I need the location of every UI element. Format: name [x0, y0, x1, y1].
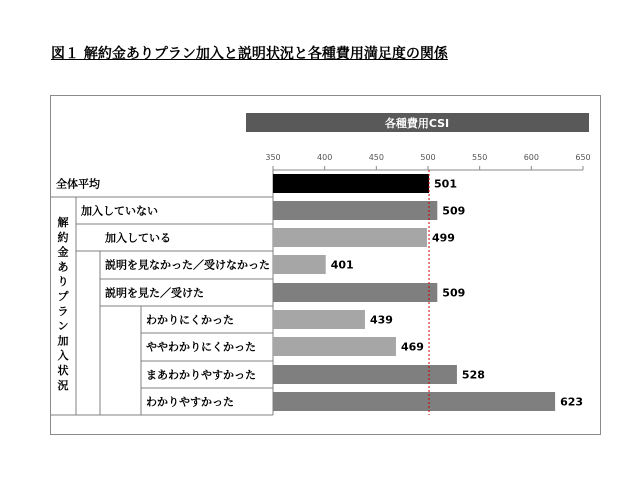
bar-value-label: 439	[369, 313, 393, 327]
bar	[273, 228, 427, 247]
group-label-char: プ	[57, 290, 69, 303]
category-label: 加入している	[105, 231, 171, 245]
chart-header-label: 各種費用CSI	[384, 117, 450, 130]
figure-title: 図１ 解約金ありプラン加入と説明状況と各種費用満足度の関係	[51, 46, 448, 62]
bar-value-label: 499	[431, 231, 455, 245]
group-label-char: 解	[57, 216, 69, 229]
x-tick-label: 400	[317, 153, 333, 162]
group-label-char: 入	[57, 349, 69, 363]
bar-value-label: 469	[400, 340, 424, 354]
group-label-char: ラ	[57, 304, 69, 318]
x-tick-label: 450	[368, 153, 384, 162]
category-label: 説明を見なかった／受けなかった	[105, 258, 270, 272]
group-label-vertical	[58, 215, 70, 392]
category-label: わかりにくかった	[146, 313, 234, 327]
bar	[273, 310, 365, 329]
bar	[273, 283, 437, 302]
bar	[273, 337, 396, 356]
group-label-char: あ	[57, 260, 69, 274]
bar	[273, 255, 326, 274]
category-label: 加入していない	[81, 204, 158, 218]
bar-value-label: 509	[442, 286, 466, 300]
x-tick-label: 650	[575, 153, 591, 162]
category-label: 全体平均	[56, 177, 100, 191]
x-tick-label: 500	[420, 153, 436, 162]
bar-value-label: 401	[330, 258, 354, 272]
bar-value-label: 501	[434, 177, 458, 191]
group-label-char: 加	[57, 334, 69, 348]
bar-value-label: 528	[461, 368, 485, 382]
group-label-char: 約	[57, 230, 69, 244]
category-label: わかりやすかった	[146, 395, 234, 409]
group-label-char: 況	[57, 378, 69, 392]
category-label: ややわかりにくかった	[146, 340, 256, 354]
bar	[273, 392, 555, 411]
category-label: まあわかりやすかった	[146, 368, 256, 382]
bar-value-label: 623	[560, 395, 584, 409]
category-label: 説明を見た／受けた	[105, 286, 204, 300]
group-label-char: 状	[57, 364, 69, 377]
x-tick-label: 350	[265, 153, 281, 162]
x-tick-label: 600	[523, 153, 539, 162]
bar	[273, 174, 429, 193]
bar-value-label: 509	[442, 204, 466, 218]
group-label-char: り	[57, 275, 69, 289]
group-label-char: ン	[57, 319, 69, 333]
x-tick-label: 550	[472, 153, 488, 162]
bar	[273, 201, 437, 220]
group-label-char: 金	[57, 245, 69, 259]
